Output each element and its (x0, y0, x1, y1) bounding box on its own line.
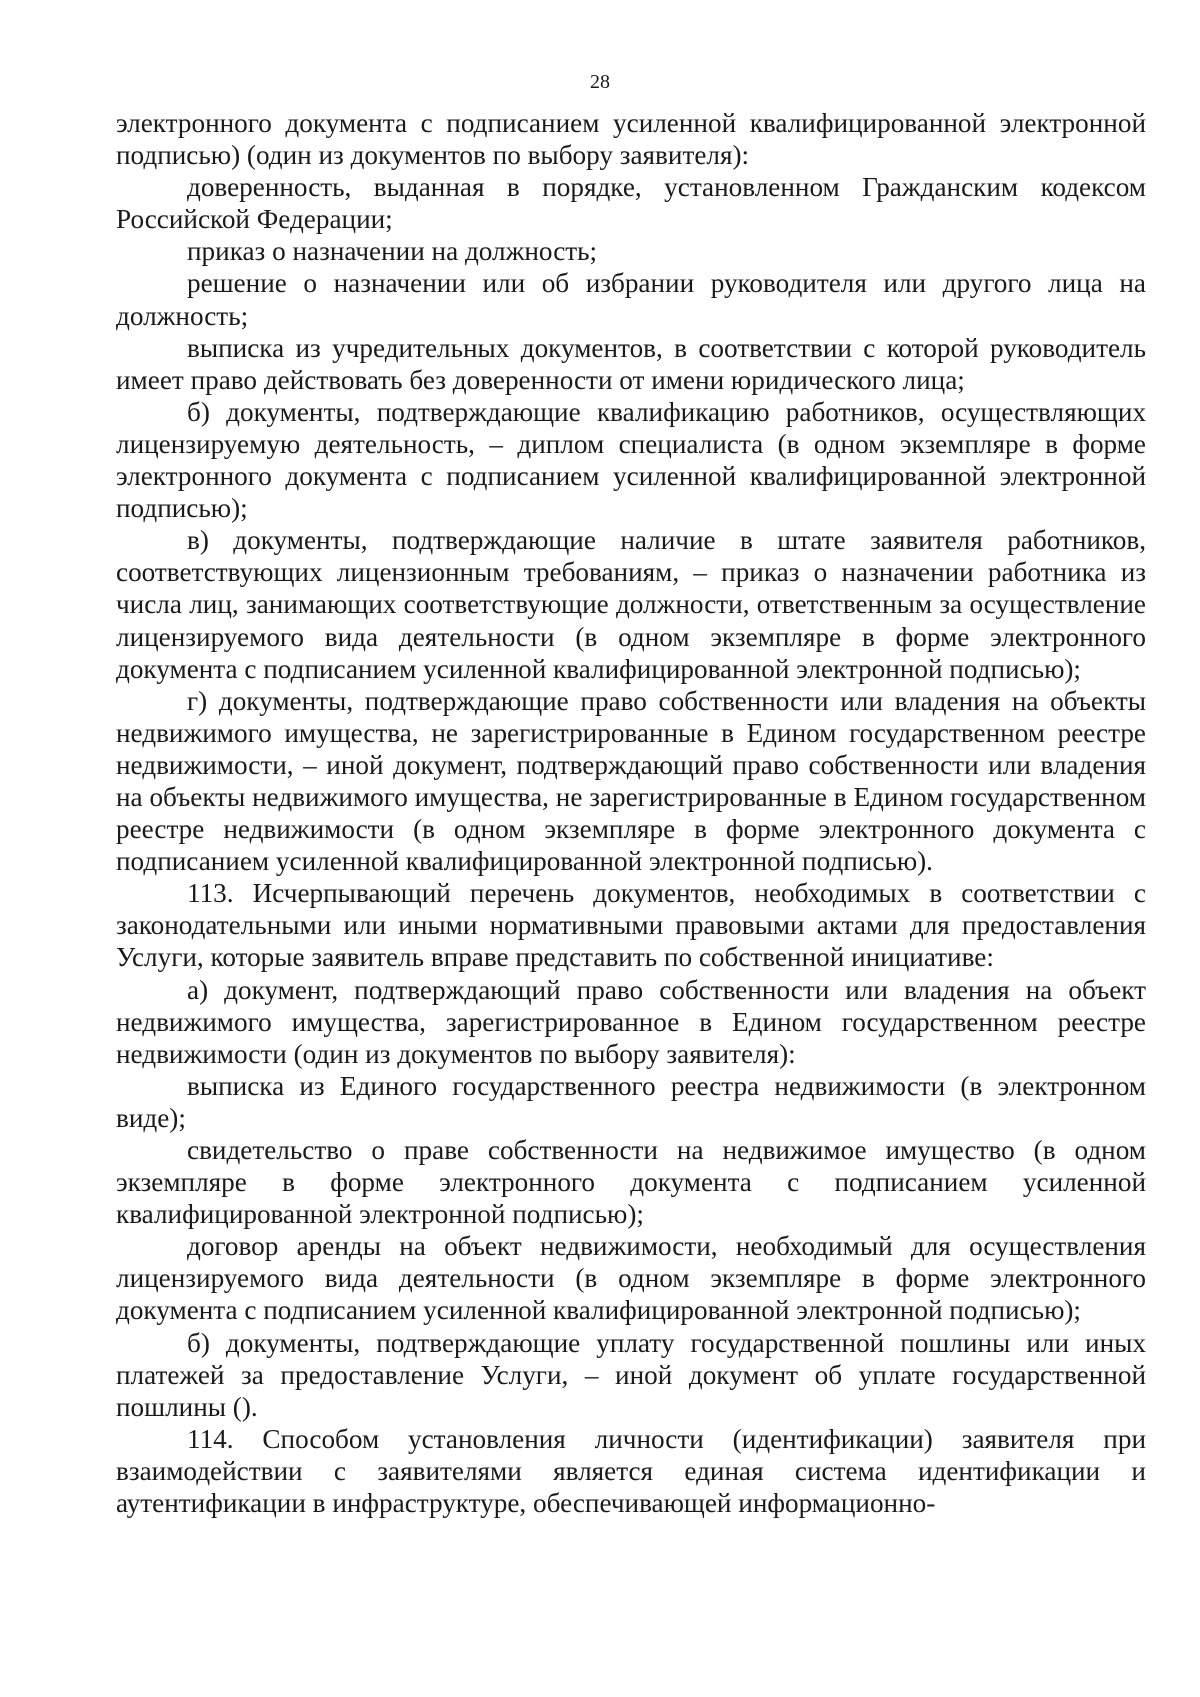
paragraph: доверенность, выданная в порядке, установленном Гражданским кодексом Российской Федерации; (116, 172, 1146, 235)
paragraph: решение о назначении или об избрании руководителя или другого лица на должность; (116, 268, 1146, 331)
paragraph: 114. Способом установления личности (идентификации) заявителя при взаимодействии с заявителями является единая система идентификации и аутентификации в инфраструктуре, обеспечивающей информационно- (116, 1423, 1146, 1519)
paragraph: а) документ, подтверждающий право собственности или владения на объект недвижимого имущества, зарегистрированное в Едином государственном реестре недвижимости (один из документов по выбору заявителя): (116, 974, 1146, 1069)
paragraph: 113. Исчерпывающий перечень документов, необходимых в соответствии с законодательными или иными нормативными правовыми актами для предоставления Услуги, которые заявитель вправе представить по собственной инициативе: (116, 878, 1146, 973)
paragraph: приказ о назначении на должность; (187, 236, 598, 267)
paragraph: выписка из Единого государственного реестра недвижимости (в электронном виде); (116, 1070, 1146, 1133)
body-text (116, 107, 1146, 1519)
paragraph: б) документы, подтверждающие уплату государственной пошлины или иных платежей за предоставление Услуги, – иной документ об уплате государственной пошлины (). (116, 1327, 1146, 1422)
paragraph: электронного документа с подписанием усиленной квалифицированной электронной подписью) (один из документов по выбору заявителя): (116, 108, 1146, 171)
paragraph: г) документы, подтверждающие право собственности или владения на объекты недвижимого имущества, не зарегистрированные в Едином государственном реестре недвижимости, – иной документ, подтверждающий право собственности или владения на объекты недвижимого имущества, не зарегистрированные в Едином государственном реестре недвижимости (в одном экземпляре в форме электронного документа с подписанием усиленной квалифицированной электронной подписью). (116, 685, 1146, 877)
page-number: 28 (590, 71, 610, 93)
paragraph: договор аренды на объект недвижимости, необходимый для осуществления лицензируемого вида деятельности (в одном экземпляре в форме электронного документа с подписанием усиленной квалифицированной электронной подписью); (116, 1231, 1146, 1326)
paragraph: свидетельство о праве собственности на недвижимое имущество (в одном экземпляре в форме электронного документа с подписанием усиленной квалифицированной электронной подписью); (116, 1135, 1146, 1230)
paragraph: выписка из учредительных документов, в соответствии с которой руководитель имеет право действовать без доверенности от имени юридического лица; (116, 332, 1146, 395)
paragraph: б) документы, подтверждающие квалификацию работников, осуществляющих лицензируемую деятельность, – диплом специалиста (в одном экземпляре в форме электронного документа с подписанием усиленной квалифицированной электронной подписью); (116, 396, 1146, 524)
paragraph: в) документы, подтверждающие наличие в штате заявителя работников, соответствующих лицензионным требованиям, – приказ о назначении работника из числа лиц, занимающих соответствующие должности, ответственным за осуществление лицензируемого вида деятельности (в одном экземпляре в форме электронного документа с подписанием усиленной квалифицированной электронной подписью); (116, 525, 1146, 684)
